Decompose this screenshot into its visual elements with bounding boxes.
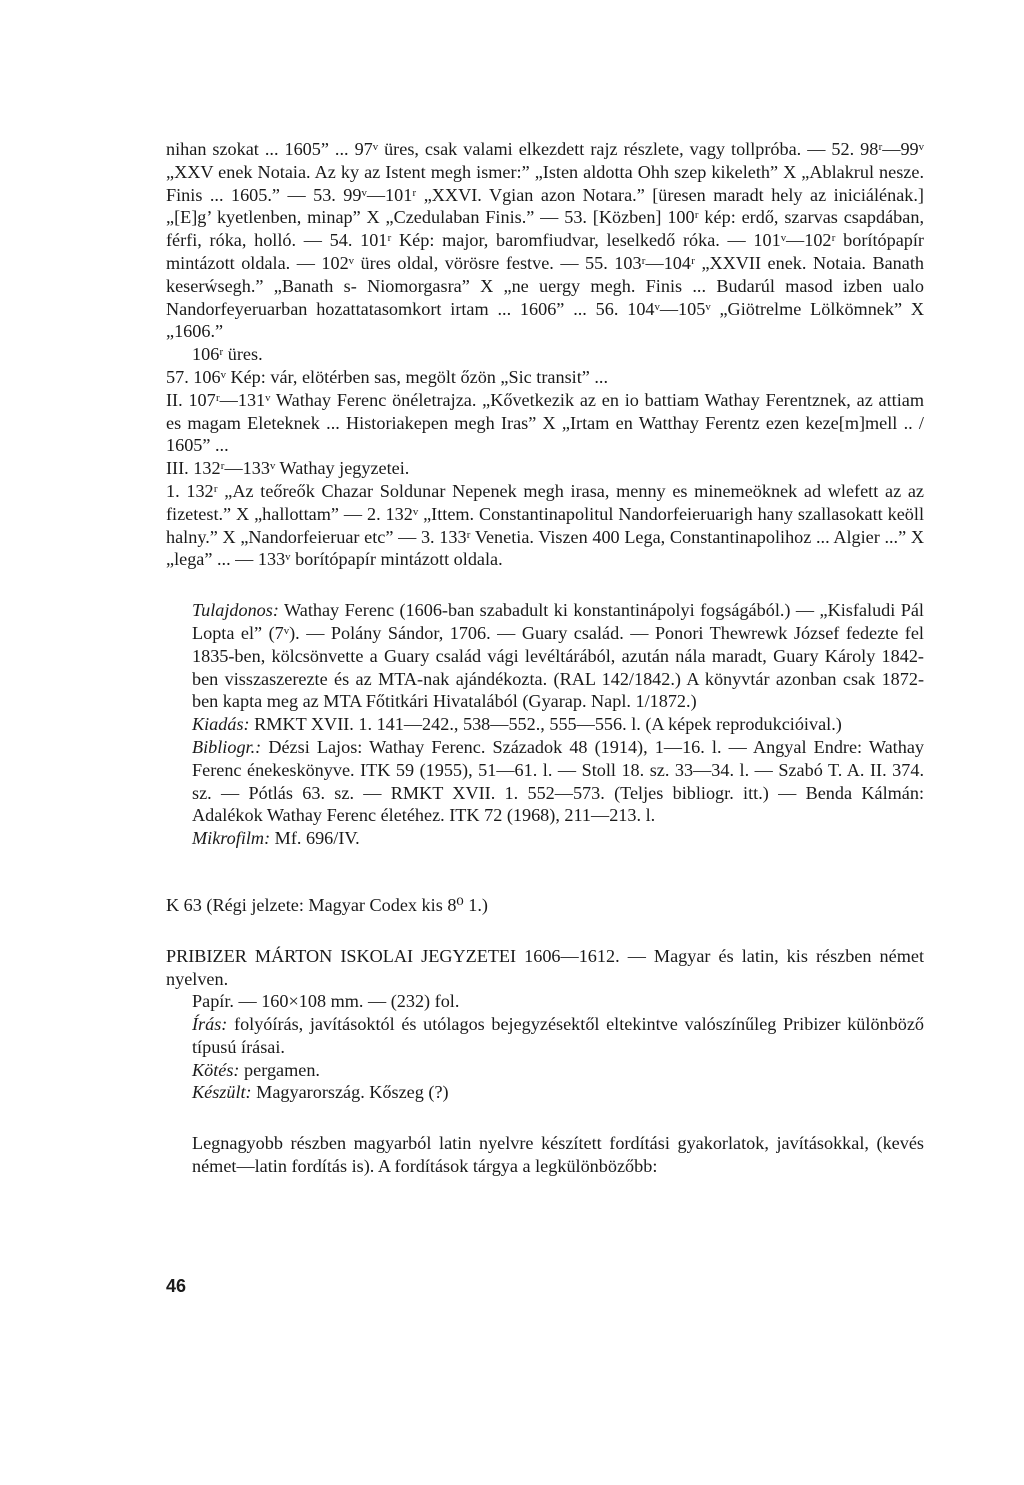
owner-label: Tulajdonos: — [192, 600, 279, 621]
microfilm-text: Mf. 696/IV. — [270, 828, 360, 849]
made-text: Magyarország. Kőszeg (?) — [251, 1082, 449, 1103]
binding-section — [166, 1059, 924, 1082]
summary-paragraph: Legnagyobb részben magyarból latin nyelvre készített fordítási gyakorlatok, javításokkal, (kevés német—latin fordítás is). A fordítások tárgya a legkülönbözőbb: — [192, 1133, 924, 1177]
binding-label: Kötés: — [192, 1059, 240, 1080]
edition-section — [166, 713, 924, 736]
page-number: 46 — [166, 1276, 187, 1296]
text-paragraph: nihan szokat ... 1605” ... 97ᵛ üres, csak valami elkezdett rajz részlete, vagy tollpróba. — 52. 98ʳ—99ᵛ „XXV enek Notaia. Az ky az Istent megh ismer:” „Isten aldotta Ohh szep kikeleth” X „Ablakrul nesze. Finis ... 1605.” — 53. 99ᵛ—101ʳ „XXVI. Vgian azon Notara.” [üresen maradt hely az iniciálénak.] „[E]g’ kyetlenben, minap” X „Czedulaban Finis.” — 53. [Közben] 100ʳ kép: erdő, szarvas csapdában, férfi, róka, holló. — 54. 101ʳ Kép: major, baromfiudvar, leselkedő róka. — 101ᵛ—102ʳ borítópapír mintázott oldala. — 102ᵛ üres oldal, vörösre festve. — 55. 103ʳ—104ʳ „XXVII enek. Notaia. Banath keserẃsegh.” „Banath s- Niomorgasra” X „ne uergy megh. Finis ... Budarúl masod izben ualo Nandorfeyeruarban hozattatasomkort irtam ... 1606” ... 56. 104ᵛ—105ᵛ „Giötrelme Lölkömnek” X „1606.” — [166, 139, 924, 342]
owner-section — [166, 599, 924, 713]
script-section — [166, 1013, 924, 1059]
bibliography-text: Dézsi Lajos: Wathay Ferenc. Századok 48 (1914), 1—16. l. — Angyal Endre: Wathay Ferenc énekeskönyve. ITK 59 (1955), 51—61. l. — Stoll 18. sz. 33—34. l. — Szabó T. A. II. 374. sz. — Pótlás 63. sz. — RMKT XVII. 1. 552—573. (Teljes bibliogr. itt.) — Benda Kálmán: Adalékok Wathay Ferenc életéhez. ITK 72 (1968), 211—213. l. — [192, 736, 924, 826]
bibliography-label: Bibliogr.: — [192, 736, 262, 757]
made-section — [166, 1081, 924, 1104]
text-paragraph: III. 132ʳ—133ᵛ Wathay jegyzetei. — [166, 458, 410, 479]
microfilm-label: Mikrofilm: — [192, 828, 271, 849]
script-text: folyóírás, javításoktól és utólagos bejegyzésektől eltekintve valószínűleg Pribizer különböző típusú írásai. — [192, 1014, 924, 1057]
text-paragraph: 106ʳ üres. — [192, 344, 263, 365]
edition-text: RMKT XVII. 1. 141—242., 538—552., 555—556. l. (A képek reprodukcióival.) — [249, 714, 842, 735]
entry-heading: K 63 (Régi jelzete: Magyar Codex kis 8⁰ 1.) — [166, 894, 488, 915]
text-paragraph: II. 107ʳ—131ᵛ Wathay Ferenc önéletrajza. „Kővetkezik az en io battiam Wathay Ferentznek, az attiam es magam Eleteknek ... Historiakepen megh Iras” X „Irtam en Watthay Ferentz ezen keze[m]mell .. / 1605” ... — [166, 389, 924, 456]
script-label: Írás: — [192, 1014, 228, 1035]
owner-text: Wathay Ferenc (1606-ban szabadult ki konstantinápolyi fogságából.) — „Kisfaludi Pál Lopta el” (7ᵛ). — Polány Sándor, 1706. — Guary család. — Ponori Thewrewk József fedezte fel 1835-ben, kölcsönvette a Guary család vági levéltárából, azután nála maradt, Guary Károly 1842-ben visszaszerezte és az MTA-nak ajándékozta. (RAL 142/1842.) A könyvtár azonban csak 1872-ben kapta meg az MTA Főtitkári Hivatalából (Gyarap. Napl. 1/1872.) — [192, 600, 924, 712]
binding-text: pergamen. — [239, 1059, 320, 1080]
text-paragraph: 57. 106ᵛ Kép: vár, elötérben sas, megölt őzön „Sic transit” ... — [166, 366, 609, 387]
microfilm-section — [166, 827, 924, 850]
bibliography-section — [166, 736, 924, 827]
page-body — [166, 138, 924, 1178]
paper-line: Papír. — 160×108 mm. — (232) fol. — [192, 991, 460, 1012]
made-label: Készült: — [192, 1082, 252, 1103]
entry-title: PRIBIZER MÁRTON ISKOLAI JEGYZETEI 1606—1612. — Magyar és latin, kis részben német nyelven. — [166, 945, 924, 989]
edition-label: Kiadás: — [192, 714, 250, 735]
text-paragraph: 1. 132ʳ „Az teőreők Chazar Soldunar Nepenek megh irasa, menny es minemeöknek ad wlefett az az fizetest.” X „hallottam” — 2. 132ᵛ „Ittem. Constantinapolitul Nandorfeieruarigh hany szallasokatt keöll halny.” X „Nandorfeieruar etc” — 3. 133ʳ Venetia. Viszen 400 Lega, Constantinapolihoz ... Algier ...” X „lega” ... — 133ᵛ borítópapír mintázott oldala. — [166, 480, 924, 570]
